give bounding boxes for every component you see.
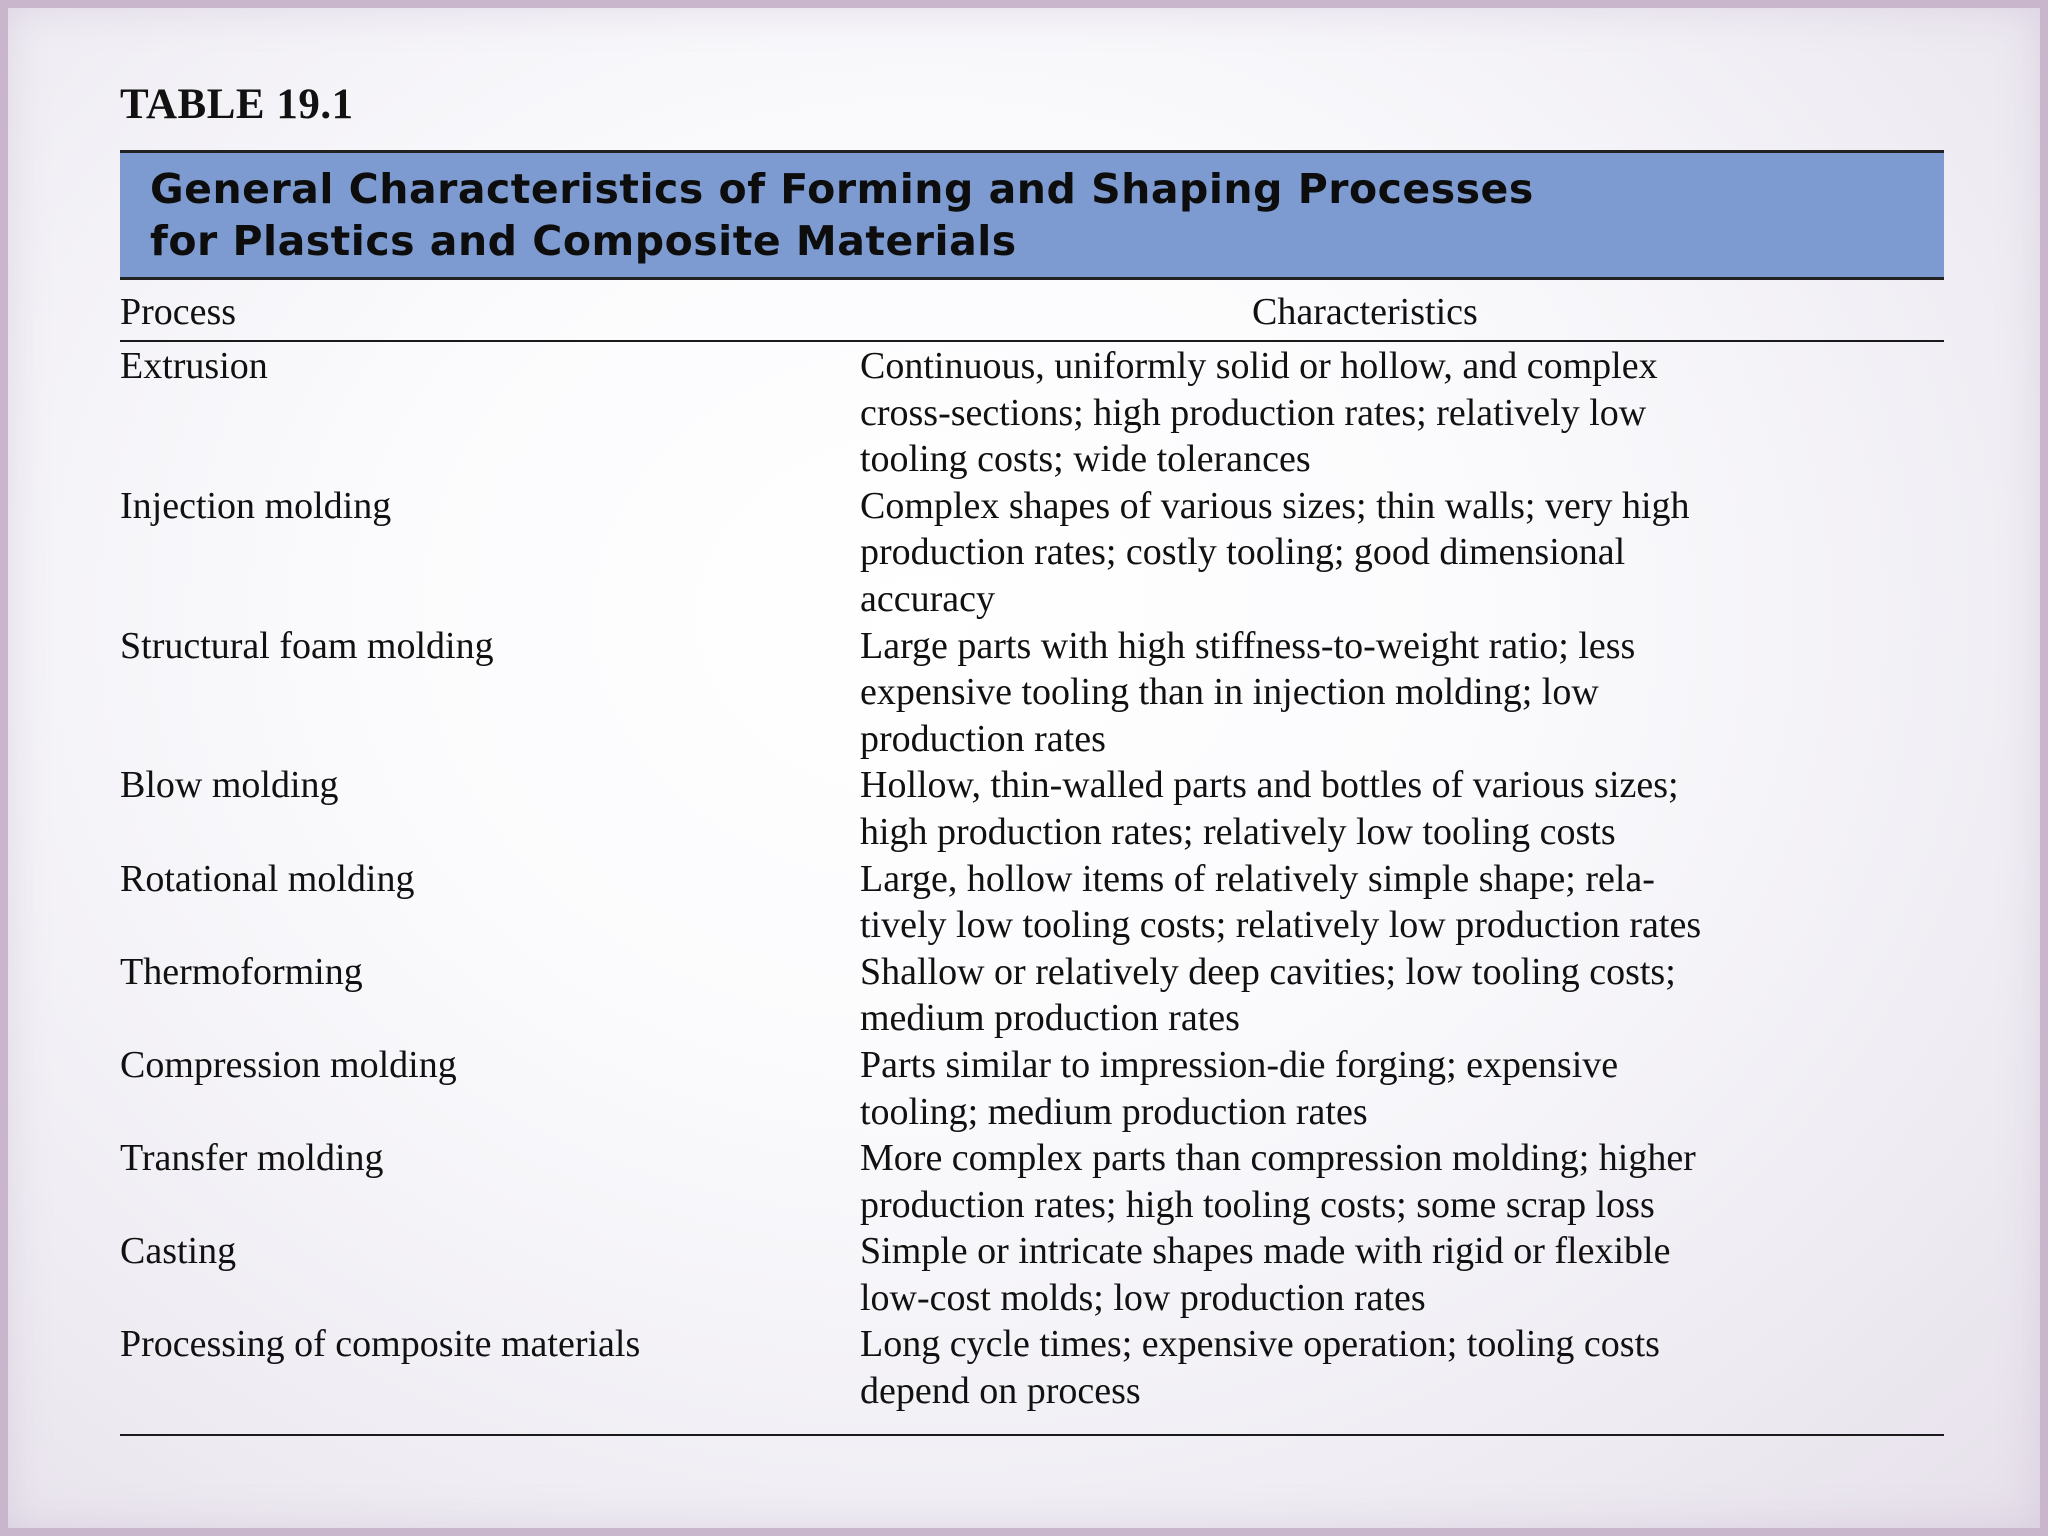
header-rule [120,340,1944,342]
column-header-characteristics: Characteristics [1252,291,1478,333]
table-row [120,483,1944,623]
process-name: Rotational molding [120,857,415,900]
process-name: Processing of composite materials [120,1323,641,1366]
process-name: Transfer molding [120,1137,384,1180]
process-name: Casting [120,1230,237,1273]
process-name: Compression molding [120,1043,457,1086]
process-characteristics: Large parts with high stiffness-to-weight ratio; less expensive tooling than in injection molding; low production rates [860,624,1636,760]
process-characteristics: Simple or intricate shapes made with rigid or flexible low-cost molds; low production rates [860,1230,1671,1319]
process-name: Structural foam molding [120,624,494,667]
table-row [120,1228,1944,1321]
table-row [120,1135,1944,1228]
column-header-process: Process [120,291,237,333]
table-row [120,762,1944,855]
table-row [120,1321,1944,1414]
process-characteristics: Large, hollow items of relatively simple shape; rela- tively low tooling costs; relatively low production rates [860,857,1702,947]
process-characteristics: Shallow or relatively deep cavities; low tooling costs; medium production rates [860,950,1676,1040]
table-title-line: for Plastics and Composite Materials [150,217,1017,265]
process-characteristics: Parts similar to impression-die forging; expensive tooling; medium production rates [860,1043,1619,1133]
table-title [150,163,1534,267]
process-characteristics: Long cycle times; expensive operation; tooling costs depend on process [860,1323,1660,1413]
process-name: Blow molding [120,764,339,807]
process-characteristics: Hollow, thin-walled parts and bottles of various sizes; high production rates; relatively low tooling costs [860,764,1679,853]
table-row [120,1042,1944,1135]
process-name: Thermoforming [120,950,363,993]
table-row [120,343,1944,483]
table-body [120,343,1944,1415]
process-name: Extrusion [120,345,268,387]
process-name: Injection molding [120,484,392,527]
process-characteristics: More complex parts than compression molding; higher production rates; high tooling costs; some scrap loss [860,1137,1696,1226]
table-row [120,623,1944,763]
table-row [120,949,1944,1042]
slide-background [8,8,2040,1528]
process-characteristics: Continuous, uniformly solid or hollow, and complex cross-sections; high production rates; relatively low tooling costs; wide tolerances [860,345,1658,481]
table-number-label: TABLE 19.1 [120,81,354,128]
table-title-band [120,150,1944,280]
footer-rule [120,1434,1944,1436]
process-characteristics: Complex shapes of various sizes; thin walls; very high production rates; costly tooling; good dimensional accuracy [860,484,1690,620]
table-row [120,856,1944,949]
table-title-line: General Characteristics of Forming and Shaping Processes [150,165,1534,213]
